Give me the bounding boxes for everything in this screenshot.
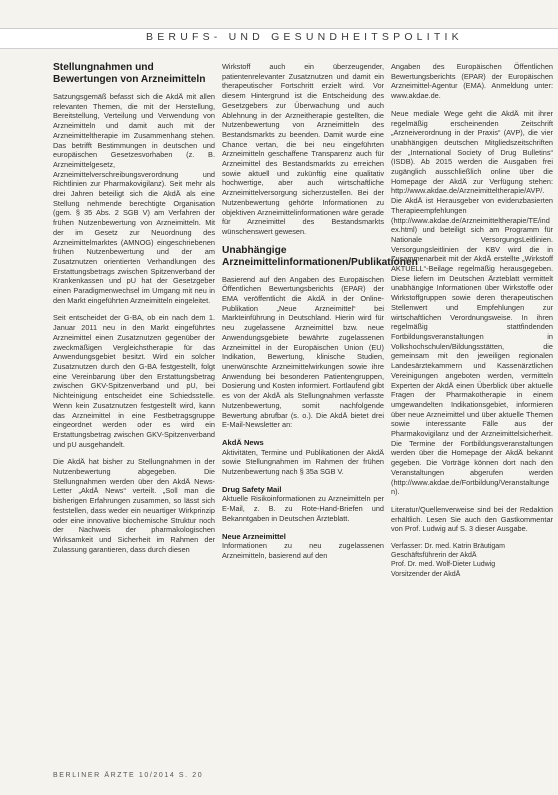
author-line: Geschäftsführerin der AkdÄ bbox=[391, 552, 477, 560]
subheading-new-drugs: Neue Arzneimittel bbox=[222, 531, 286, 541]
subheading-akdae-news: AkdÄ News bbox=[222, 437, 264, 447]
paragraph: Die AkdÄ hat bisher zu Stellungnahmen in der Nutzenbewertung abgegeben. Die Stellungnahmen werden über den AkdÄ News-Letter „AkdÄ News“ verteilt. „Soll man die bisherigen Erfahrungen zusammen, so lässt sich feststellen, dass weder ein neuartiger Wirkprinzip oder eine innovative biochemische Struktur noch der Nachweis der pharmakologischen Wirksamkeit und Sicherheit im Rahmen der Zulassung garantieren, dass durch diesen bbox=[53, 457, 215, 554]
author-line: Verfasser: Dr. med. Katrin Bräutigam bbox=[391, 543, 505, 551]
section-header: BERUFS- UND GESUNDHEITSPOLITIK bbox=[146, 31, 463, 43]
paragraph: Neue mediale Wege geht die AkdÄ mit ihrer regelmäßig erscheinenden Zeitschrift „Arzneiverordnung in der Praxis“ (AVP), die vier unabhängigen deutschen Mitgliedszeitschriften der „International Society of Drug Bulletins“ (ISDB). Ab 2015 werden die Ausgaben frei zugänglich ausschließlich online über die Homepage der AkdÄ zur Verfügung stehen: http://www.akdae.de/Arzneimitteltherapie/AVP/. Die AkdÄ ist Herausgeber von evidenzbasierten Therapieempfehlungen (http://www.akdae.de/Arzneimitteltherapie/TE/index.html) und beteiligt sich am Programm für Nationale VersorgungsLeitlinien. Versorgungsleitlinien der KBV wird die in Zusammenarbeit mit der AkdÄ erstellte „Wirkstoff AKTUELL“-Beilage regelmäßig herausgegeben. Diese liefern im Deutschen Ärzteblatt vermittelt unabhängige Informationen über Wirkstoffe oder Wirkstoffgruppen sowie deren therapeutischen Stellenwert und Empfehlungen zur wirtschaftlichen Verordnungsweise. In ihren regelmäßig stattfindenden Fortbildungsveranstaltungen in Volkshochschulen/Bildungsstätten, die gemeinsam mit den jeweiligen regionalen Landesärztekammern und Kassenärztlichen Vereinigungen angeboten werden, vermitteln Experten der AkdÄ einen Überblick über aktuelle Fragen der Pharmakotherapie in einem umgewandelten Indikationsgebiet, informieren über neue Arzneimittel und über aktuelle Themen sowie interessante Fälle aus der Pharmakovigilanz und der Arzneimittelsicherheit. Die Termine der Fortbildungsveranstaltungen werden über die Homepage der AkdÄ bekannt gegeben. Die Vorträge können dort nach den Veranstaltungen abgerufen werden (http://www.akdae.de/Fortbildung/Veranstaltungen). bbox=[391, 108, 553, 497]
subheading-drug-safety-mail: Drug Safety Mail bbox=[222, 484, 282, 494]
author-line: Vorsitzender der AkdÄ bbox=[391, 570, 461, 578]
page-footer: BERLINER ÄRZTE 10/2014 S. 20 bbox=[53, 772, 204, 779]
author-block bbox=[391, 542, 553, 579]
paragraph: Satzungsgemäß befasst sich die AkdÄ mit allen relevanten Themen, die mit der Herstellung, Bereitstellung, Verteilung und Verwendung von Arzneimitteln und damit auch mit der Arzneimitteltherapie im Zusammenhang stehen. Das betrifft Bestimmungen in deutschen und europäischen Gesetzesvorhaben (z. B. Arzneimittelgesetz, Arzneimittelverschreibungsverordnung und Richtlinien zur Pharmakovigilanz). Seit mehr als drei Jahren beteiligt sich die AkdÄ als eine Stellung nehmende berechtigte Organisation (gem. § 35 Abs. 2 SGB V) am Verfahren der frühen Nutzenbewertung von Arzneimitteln. Mit der im Gesetz zur Neuordnung des Arzneimittelmarktes (AMNOG) eingeschriebenen frühen Nutzenbewertung und der am Zusatznutzen orientierten Verhandlungen des Erstattungsbetrags zwischen Spitzenverband der Krankenkassen und pU hat der Gesetzgeber einen Paradigmenwechsel im Umgang mit neu in den Markt eingeführten Arzneimitteln eingeleitet. bbox=[53, 92, 215, 305]
paragraph: Literatur/Quellenverweise sind bei der Redaktion erhältlich. Lesen Sie auch den Gastkommentar von Prof. Ludwig auf S. 3 dieser Ausgabe. bbox=[391, 504, 553, 534]
heading-independent-information: Unabhängige Arzneimittelinformationen/Publikationen bbox=[222, 244, 418, 268]
column-left bbox=[53, 62, 215, 562]
paragraph: Seit entscheidet der G-BA, ob ein nach dem 1. Januar 2011 neu in den Markt eingeführtes Arzneimittel einen Zusatznutzen gegenüber der zweckmäßigen Vergleichstherapie für das Anwendungsgebiet besitzt. Wird ein solcher Zusatznutzen durch den G-BA festgestellt, folgt eine Vereinbarung über den Erstattungsbetrag zwischen GKV-Spitzenverband und pU, bei Nichteinigung entscheidet eine Schiedsstelle. Wenn kein Zusatznutzen festgestellt wird, kann das Arzneimittel in eine Festbetragsgruppe eingeordnet werden oder es wird ein Erstattungsbetrag zwischen GKV-Spitzenverband und pU ausgehandelt. bbox=[53, 313, 215, 449]
paragraph: Aktuelle Risikoinformationen zu Arzneimitteln per E-Mail, z. B. zu Rote-Hand-Briefen und Bekanntgaben in Deutschen Ärzteblatt. bbox=[222, 494, 384, 523]
paragraph: Angaben des Europäischen Öffentlichen Bewertungsberichts (EPAR) der Europäischen Arzneimittel-Agentur (EMA). Anmeldung unter: www.akdae.de. bbox=[391, 62, 553, 101]
paragraph: Basierend auf den Angaben des Europäischen Öffentlichen Bewertungsberichts (EPAR) der EMA veröffentlicht die AkdÄ in der Online-Publikation „Neue Arzneimittel“ bei Markteinführung in Deutschland. Hierin wird für neu zugelassene Arzneimittel bzw. neue Anwendungsgebiete bewährte zugelassenen Arzneimittel in der Europäischen Union (EU) Indikation, Bewertung, klinische Studien, unerwünschte Arzneimittelwirkungen sowie ihre Anwendung bei besonderen Patientengruppen, Dosierung und Kosten informiert. Fortlaufend gibt es von der AkdÄ als Stellungnahmen verfasste Nutzenbewertung, somit nachfolgende Bewertung abrufbar (s. o.). Die AkdÄ bietet drei E-Mail-Newsletter an: bbox=[222, 274, 384, 430]
paragraph: Aktivitäten, Termine und Publikationen der AkdÄ sowie Stellungnahmen im Rahmen der frühen Nutzenbewertung nach § 35a SGB V. bbox=[222, 447, 384, 477]
column-right bbox=[391, 62, 553, 579]
paragraph: Informationen zu neu zugelassenen Arzneimitteln, basierend auf den bbox=[222, 541, 384, 560]
heading-statements: Stellungnahmen und Bewertungen von Arzneimitteln bbox=[53, 62, 206, 85]
column-middle bbox=[222, 62, 418, 569]
author-line: Prof. Dr. med. Wolf-Dieter Ludwig bbox=[391, 561, 496, 569]
paragraph: Wirkstoff auch ein überzeugender, patientenrelevanter Zusatznutzen und damit ein therapeutischer Fortschritt erzielt wird. Vor diesem Hintergrund ist die Entscheidung des Gesetzgebers zur Überwachung und auch Ablehnung in der Arzneitherapie gestellten, die Nutzenbewertung von Arzneimitteln des Bestandsmarkts zu beenden. Damit wurde eine Chance vertan, die bei neu eingeführten Arzneimitteln geschaffene Transparenz auch für Arzneimittel des Bestandsmarkts zu erreichen sowie aktuell und zukünftig eine qualitativ hochwertige, aber auch wirtschaftliche Arzneimittelversorgung sicherzustellen. Bei der Nutzenbewertung gehörte Informationen zu objektiven Arzneimittelinformationen wäre gerade für Arzneimittel des Bestandsmarkts wünschenswert gewesen. bbox=[222, 62, 384, 236]
